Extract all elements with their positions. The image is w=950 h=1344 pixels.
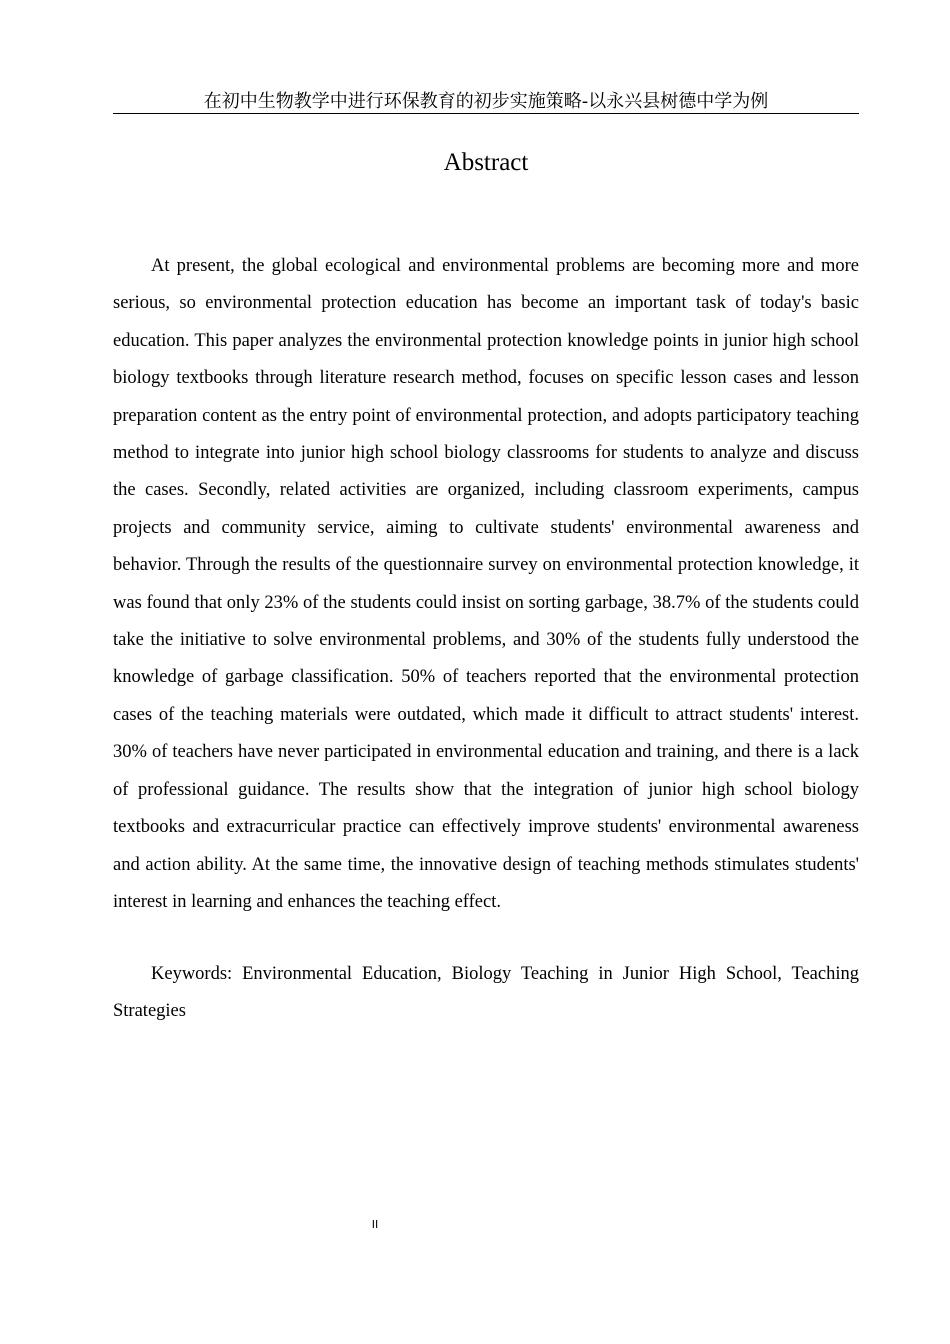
keywords-paragraph: Keywords: Environmental Education, Biology Teaching in Junior High School, Teaching Strategies [113,964,859,1022]
abstract-heading: Abstract [443,149,529,176]
page-number: II [371,1218,379,1231]
running-header-title: 在初中生物教学中进行环保教育的初步实施策略-以永兴县树德中学为例 [113,92,859,114]
abstract-paragraph: At present, the global ecological and environmental problems are becoming more and more serious, so environmental protection education has become an important task of today's basic education. This paper analyzes the environmental protection knowledge points in junior high school biology textbooks through literature research method, focuses on specific lesson cases and lesson preparation content as the entry point of environmental protection, and adopts participatory teaching method to integrate into junior high school biology classrooms for students to analyze and discuss the cases. Secondly, related activities are organized, including classroom experiments, campus projects and community service, aiming to cultivate students' environmental awareness and behavior. Through the results of the questionnaire survey on environmental protection knowledge, it was found that only 23% of the students could insist on sorting garbage, 38.7% of the students could take the initiative to solve environmental problems, and 30% of the students fully understood the knowledge of garbage classification. 50% of teachers reported that the environmental protection cases of the teaching materials were outdated, which made it difficult to attract students' interest. 30% of teachers have never participated in environmental education and training, and there is a lack of professional guidance. The results show that the integration of junior high school biology textbooks and extracurricular practice can effectively improve students' environmental awareness and action ability. At the same time, the innovative design of teaching methods stimulates students' interest in learning and enhances the teaching effect. [113,256,859,912]
